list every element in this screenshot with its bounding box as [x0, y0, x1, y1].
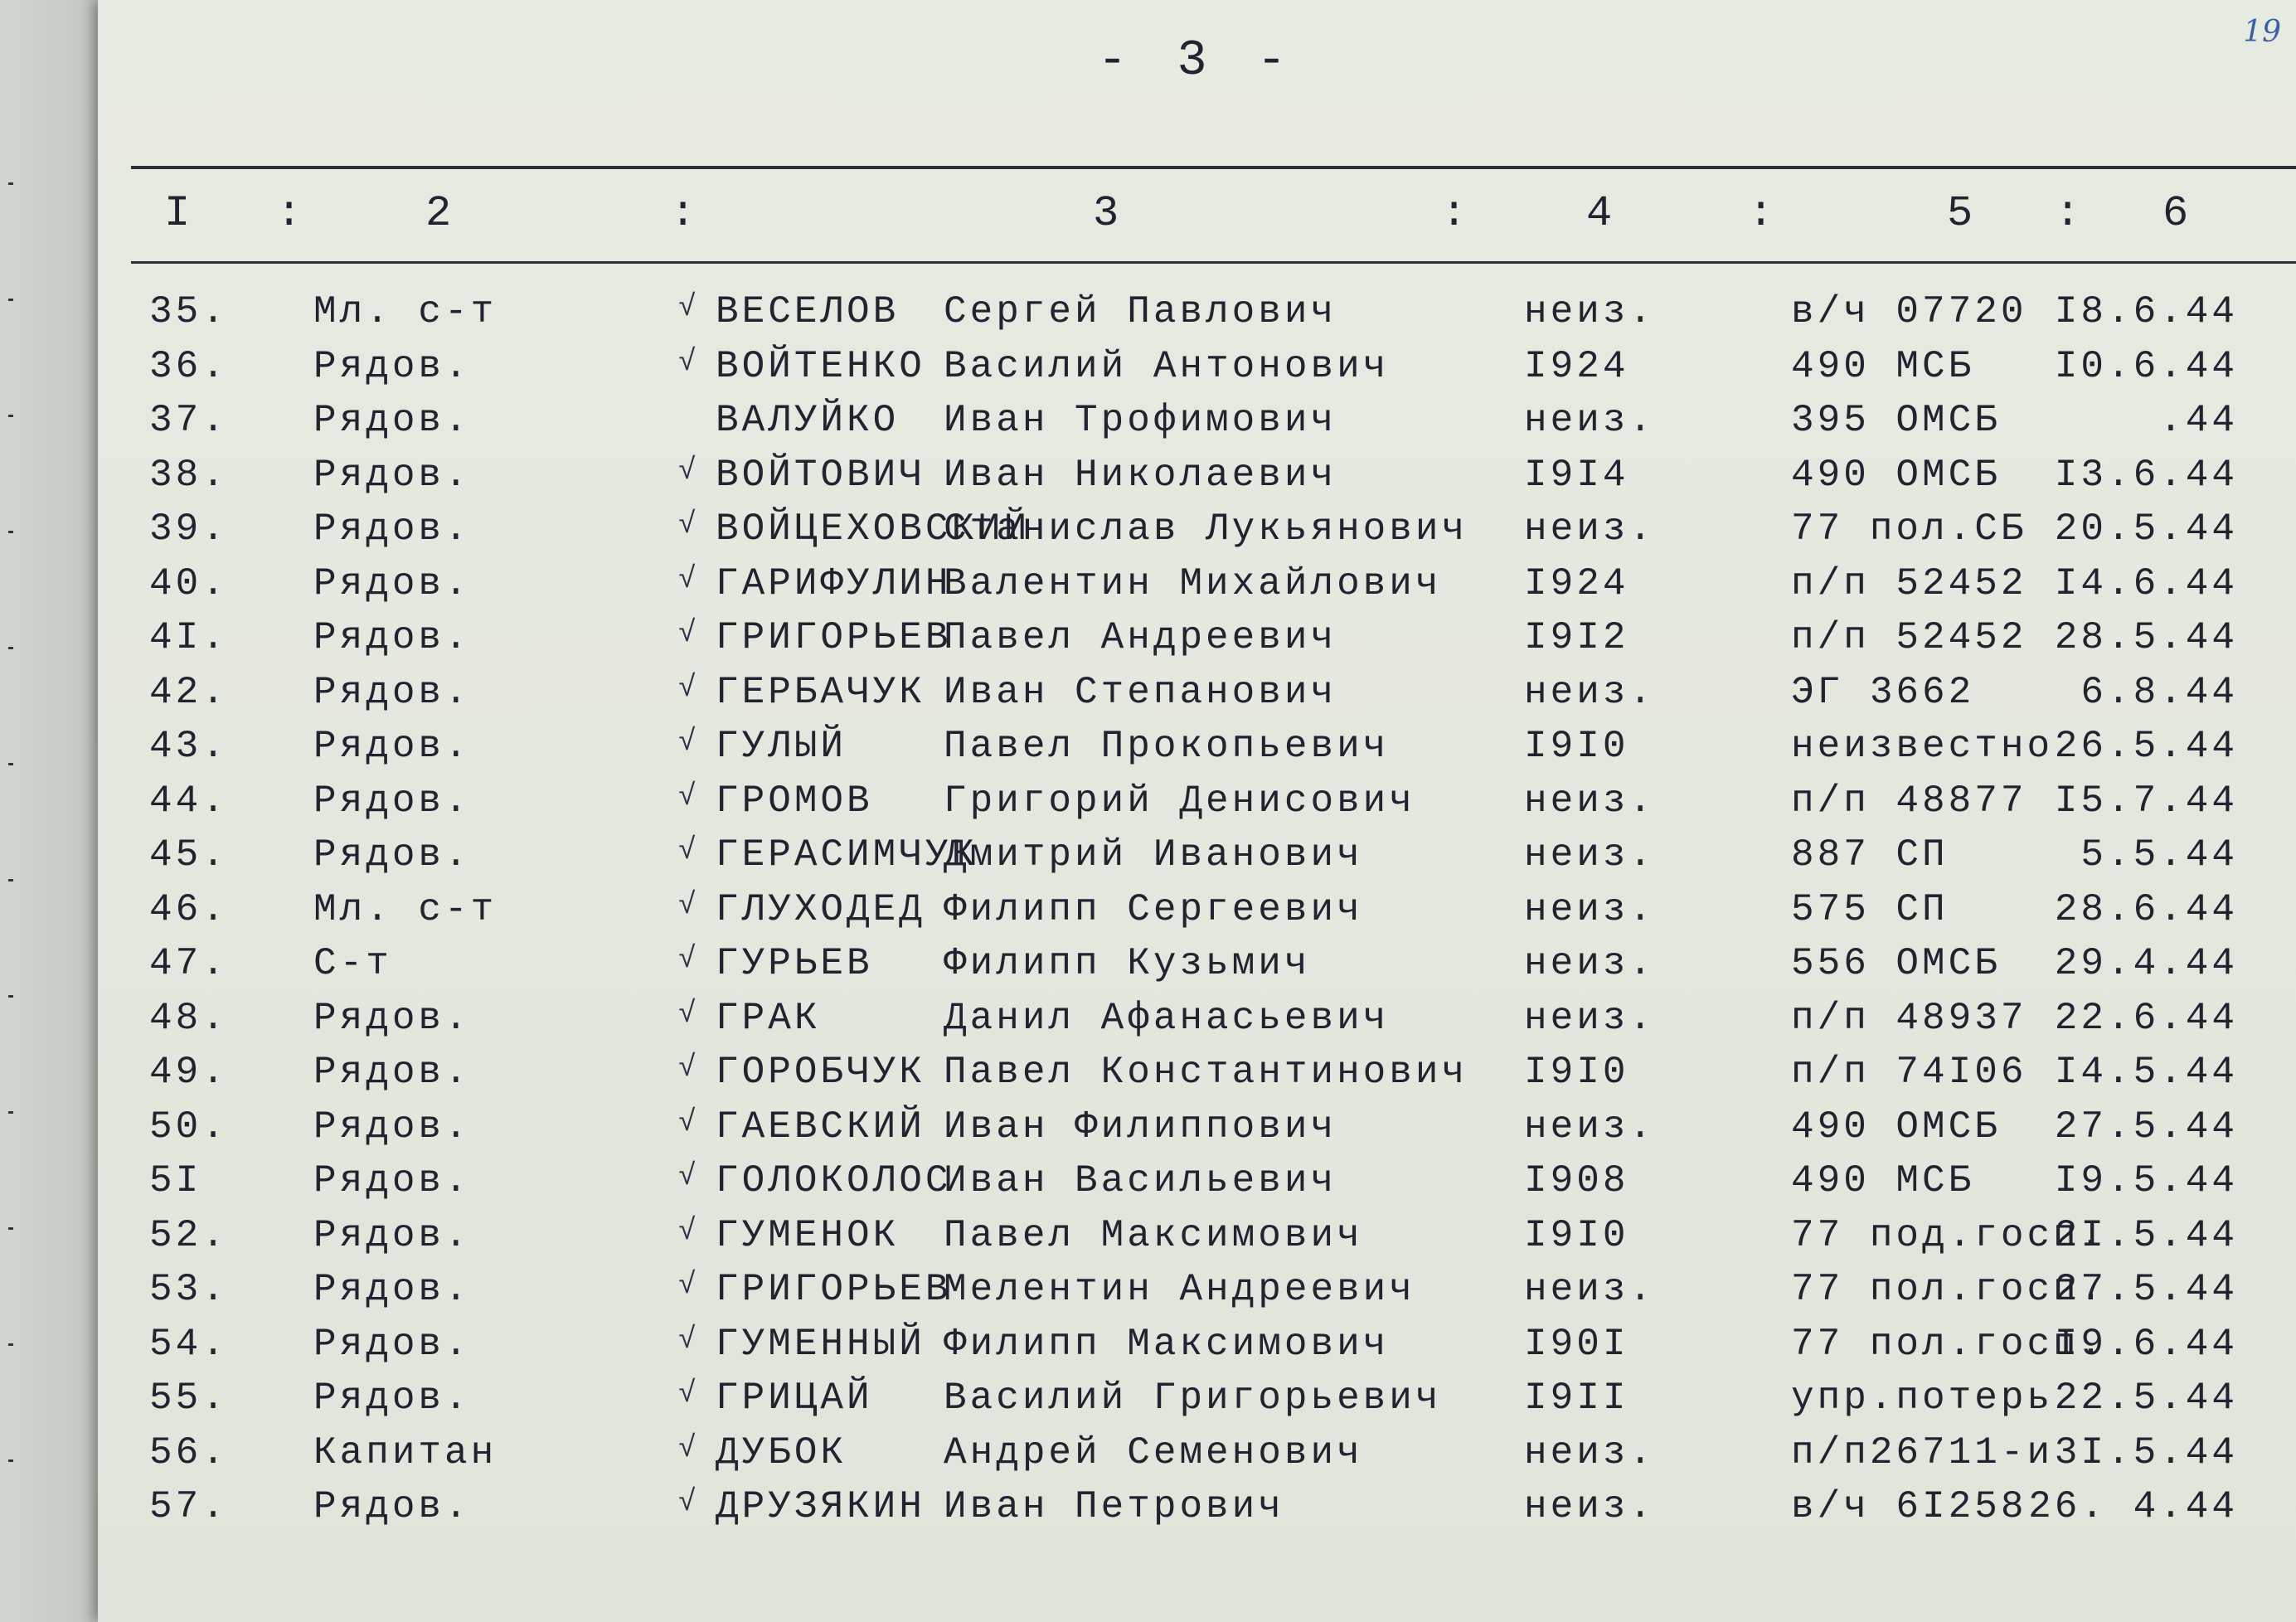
- header-col-5: 5: [1947, 189, 1973, 238]
- row-rank: Рядов.: [313, 561, 471, 605]
- row-check-mark: √: [678, 1485, 700, 1519]
- table-row: [98, 1105, 2296, 1158]
- table-row: [98, 1431, 2296, 1484]
- row-unit: п/п 52452: [1791, 616, 2027, 659]
- row-check-mark: √: [678, 887, 700, 922]
- row-birth-year: неиз.: [1524, 779, 1656, 823]
- row-number: 46.: [149, 887, 228, 931]
- binder-mark: [8, 415, 13, 417]
- row-check-mark: √: [678, 453, 700, 488]
- row-surname: ГУМЕНОК: [716, 1213, 900, 1257]
- table-row: [98, 725, 2296, 778]
- row-rank: Рядов.: [313, 670, 471, 714]
- row-check-mark: √: [678, 507, 700, 541]
- binder-mark: [8, 647, 13, 649]
- row-surname: ГАРИФУЛИН: [716, 561, 952, 605]
- row-surname: ГОРОБЧУК: [716, 1051, 925, 1094]
- row-birth-year: неиз.: [1524, 670, 1656, 714]
- row-number: 44.: [149, 779, 228, 823]
- header-separator: :: [1748, 189, 1774, 238]
- row-given-names: Мелентин Андреевич: [944, 1268, 1415, 1311]
- row-check-mark: √: [678, 670, 700, 705]
- row-unit: упр.потерь: [1791, 1377, 2054, 1420]
- binder-mark: [8, 531, 13, 533]
- row-rank: Мл. с-т: [313, 290, 498, 333]
- row-given-names: Павел Максимович: [944, 1213, 1363, 1257]
- row-check-mark: √: [678, 833, 700, 867]
- row-check-mark: √: [678, 1322, 700, 1357]
- binder-mark: [8, 182, 13, 185]
- row-rank: Рядов.: [313, 453, 471, 497]
- row-number: 43.: [149, 725, 228, 768]
- row-surname: ГУМЕННЫЙ: [716, 1322, 925, 1366]
- table-row: [98, 779, 2296, 833]
- row-rank: Рядов.: [313, 996, 471, 1040]
- row-check-mark: √: [678, 779, 700, 813]
- header-separator: :: [276, 189, 303, 238]
- row-rank: Рядов.: [313, 1485, 471, 1528]
- table-row: [98, 562, 2296, 615]
- table-top-rule: [131, 166, 2296, 169]
- binder-mark: [8, 1111, 13, 1114]
- row-given-names: Иван Степанович: [944, 670, 1337, 714]
- row-given-names: Андрей Семенович: [944, 1430, 1363, 1474]
- row-surname: ВОЙЦЕХОВСКИЙ: [716, 507, 1031, 551]
- row-birth-year: неиз.: [1524, 996, 1656, 1040]
- row-check-mark: √: [678, 616, 700, 650]
- row-date: I0.6.44: [2054, 344, 2238, 388]
- row-rank: Рядов.: [313, 833, 471, 877]
- binder-mark: [8, 299, 13, 301]
- row-unit: 395 ОМСБ: [1791, 399, 2001, 442]
- table-row: [98, 997, 2296, 1050]
- table-header-rule: [131, 261, 2296, 264]
- row-date: 26. 4.44: [2028, 1485, 2238, 1528]
- row-date: 22.5.44: [2054, 1377, 2238, 1420]
- row-date: 5.5.44: [2080, 833, 2238, 877]
- row-unit: 490 МСБ: [1791, 344, 1975, 388]
- header-separator: :: [2055, 189, 2081, 238]
- row-rank: Рядов.: [313, 1105, 471, 1149]
- row-birth-year: I9I0: [1524, 1051, 1629, 1094]
- row-given-names: Павел Прокопьевич: [944, 725, 1390, 768]
- row-number: 54.: [149, 1322, 228, 1366]
- row-date: I9.5.44: [2054, 1159, 2238, 1202]
- row-birth-year: неиз.: [1524, 399, 1656, 442]
- row-surname: ДРУЗЯКИН: [716, 1485, 925, 1528]
- row-rank: Рядов.: [313, 344, 471, 388]
- row-rank: Рядов.: [313, 507, 471, 551]
- binder-mark: [8, 1459, 13, 1462]
- row-given-names: Павел Андреевич: [944, 616, 1337, 659]
- row-rank: С-т: [313, 942, 392, 985]
- row-check-mark: √: [678, 725, 700, 759]
- row-check-mark: √: [678, 561, 700, 596]
- binder-mark: [8, 995, 13, 998]
- row-date: I8.6.44: [2054, 290, 2238, 333]
- row-birth-year: I924: [1524, 344, 1629, 388]
- row-birth-year: I908: [1524, 1159, 1629, 1202]
- row-unit: 575 СП: [1791, 887, 1949, 931]
- row-given-names: Станислав Лукьянович: [944, 507, 1468, 551]
- row-rank: Рядов.: [313, 1159, 471, 1202]
- row-number: 52.: [149, 1213, 228, 1257]
- row-given-names: Филипп Кузьмич: [944, 942, 1311, 985]
- row-date: I5.7.44: [2054, 779, 2238, 823]
- row-number: 36.: [149, 344, 228, 388]
- row-date: I9.6.44: [2054, 1322, 2238, 1366]
- row-given-names: Иван Васильевич: [944, 1159, 1337, 1202]
- row-number: 47.: [149, 942, 228, 985]
- row-surname: ГРАК: [716, 996, 821, 1040]
- row-birth-year: неиз.: [1524, 1430, 1656, 1474]
- table-row: [98, 888, 2296, 941]
- row-unit: 77 пол.СБ: [1791, 507, 2027, 551]
- row-check-mark: √: [678, 1105, 700, 1139]
- row-surname: ГРИЦАЙ: [716, 1377, 873, 1420]
- row-surname: ГРИГОРЬЕВ: [716, 1268, 952, 1311]
- row-number: 56.: [149, 1430, 228, 1474]
- table-row: [98, 833, 2296, 886]
- row-number: 55.: [149, 1377, 228, 1420]
- row-check-mark: √: [678, 290, 700, 324]
- row-given-names: Иван Николаевич: [944, 453, 1337, 497]
- table-row: [98, 454, 2296, 507]
- binder-mark: [8, 1343, 13, 1346]
- table-row: [98, 1377, 2296, 1430]
- row-number: 4I.: [149, 616, 228, 659]
- header-col-2: 2: [425, 189, 452, 238]
- binder-mark: [8, 879, 13, 881]
- row-given-names: Филипп Сергеевич: [944, 887, 1363, 931]
- row-birth-year: I9II: [1524, 1377, 1629, 1420]
- row-rank: Рядов.: [313, 1213, 471, 1257]
- row-unit: п/п26711-и: [1791, 1430, 2054, 1474]
- table-row: [98, 1214, 2296, 1267]
- row-date: I4.6.44: [2054, 561, 2238, 605]
- row-birth-year: неиз.: [1524, 290, 1656, 333]
- row-check-mark: √: [678, 1377, 700, 1411]
- row-unit: 77 под.госп.: [1791, 1213, 2106, 1257]
- row-date: 27.5.44: [2054, 1268, 2238, 1311]
- row-number: 42.: [149, 670, 228, 714]
- row-birth-year: неиз.: [1524, 1105, 1656, 1149]
- row-birth-year: неиз.: [1524, 507, 1656, 551]
- row-number: 45.: [149, 833, 228, 877]
- row-surname: ВОЙТОВИЧ: [716, 453, 925, 497]
- table-row: [98, 1323, 2296, 1376]
- row-date: .44: [2159, 399, 2238, 442]
- row-birth-year: неиз.: [1524, 887, 1656, 931]
- row-given-names: Павел Константинович: [944, 1051, 1468, 1094]
- header-col-1: I: [164, 189, 191, 238]
- row-date: 6.8.44: [2080, 670, 2238, 714]
- row-rank: Рядов.: [313, 1322, 471, 1366]
- row-date: I3.6.44: [2054, 453, 2238, 497]
- table-row: [98, 507, 2296, 561]
- row-unit: 556 ОМСБ: [1791, 942, 2001, 985]
- row-birth-year: I9I4: [1524, 453, 1629, 497]
- row-unit: в/ч 6I258: [1791, 1485, 2027, 1528]
- row-surname: ГАЕВСКИЙ: [716, 1105, 925, 1149]
- table-row: [98, 1159, 2296, 1212]
- row-unit: 887 СП: [1791, 833, 1949, 877]
- binder-mark: [8, 1227, 13, 1230]
- paper-sheet: [98, 0, 2296, 1622]
- row-date: 27.5.44: [2054, 1105, 2238, 1149]
- row-unit: п/п 74I06: [1791, 1051, 2027, 1094]
- row-unit: 490 ОМСБ: [1791, 1105, 2001, 1149]
- row-unit: п/п 48877: [1791, 779, 2027, 823]
- row-check-mark: √: [678, 1430, 700, 1465]
- row-given-names: Валентин Михайлович: [944, 561, 1442, 605]
- row-check-mark: √: [678, 1051, 700, 1085]
- row-number: 49.: [149, 1051, 228, 1094]
- archive-page-mark: 19: [2243, 15, 2281, 49]
- row-given-names: Иван Трофимович: [944, 399, 1337, 442]
- table-row: [98, 671, 2296, 724]
- row-unit: 77 пол.госп.: [1791, 1322, 2106, 1366]
- row-date: 26.5.44: [2054, 725, 2238, 768]
- row-date: 28.6.44: [2054, 887, 2238, 931]
- row-surname: ГЕРБАЧУК: [716, 670, 925, 714]
- row-rank: Рядов.: [313, 616, 471, 659]
- row-surname: ГУРЬЕВ: [716, 942, 873, 985]
- table-row: [98, 399, 2296, 452]
- row-date: 22.6.44: [2054, 996, 2238, 1040]
- row-given-names: Василий Антонович: [944, 344, 1390, 388]
- row-birth-year: неиз.: [1524, 833, 1656, 877]
- row-birth-year: I9I0: [1524, 725, 1629, 768]
- row-rank: Рядов.: [313, 399, 471, 442]
- row-number: 5I: [149, 1159, 202, 1202]
- row-rank: Рядов.: [313, 1268, 471, 1311]
- row-surname: ГРИГОРЬЕВ: [716, 616, 952, 659]
- row-check-mark: √: [678, 942, 700, 976]
- row-unit: п/п 52452: [1791, 561, 2027, 605]
- header-col-6: 6: [2163, 189, 2189, 238]
- table-row: [98, 345, 2296, 398]
- row-given-names: Сергей Павлович: [944, 290, 1337, 333]
- header-separator: :: [670, 189, 697, 238]
- row-date: 3I.5.44: [2054, 1430, 2238, 1474]
- row-number: 35.: [149, 290, 228, 333]
- row-given-names: Дмитрий Иванович: [944, 833, 1363, 877]
- header-separator: :: [1441, 189, 1468, 238]
- row-given-names: Данил Афанасьевич: [944, 996, 1390, 1040]
- row-number: 57.: [149, 1485, 228, 1528]
- row-number: 39.: [149, 507, 228, 551]
- row-birth-year: I90I: [1524, 1322, 1629, 1366]
- row-rank: Мл. с-т: [313, 887, 498, 931]
- row-check-mark: √: [678, 1159, 700, 1193]
- row-unit: 490 ОМСБ: [1791, 453, 2001, 497]
- row-date: 20.5.44: [2054, 507, 2238, 551]
- row-given-names: Василий Григорьевич: [944, 1377, 1442, 1420]
- binder-mark: [8, 763, 13, 765]
- row-rank: Капитан: [313, 1430, 498, 1474]
- row-check-mark: √: [678, 996, 700, 1031]
- row-birth-year: I9I2: [1524, 616, 1629, 659]
- row-surname: ВОЙТЕНКО: [716, 344, 925, 388]
- row-number: 53.: [149, 1268, 228, 1311]
- row-check-mark: √: [678, 1213, 700, 1248]
- row-check-mark: √: [678, 1268, 700, 1302]
- row-birth-year: неиз.: [1524, 942, 1656, 985]
- row-birth-year: неиз.: [1524, 1268, 1656, 1311]
- table-row: [98, 1051, 2296, 1104]
- row-birth-year: I9I0: [1524, 1213, 1629, 1257]
- row-unit: 490 МСБ: [1791, 1159, 1975, 1202]
- row-number: 37.: [149, 399, 228, 442]
- row-date: 28.5.44: [2054, 616, 2238, 659]
- row-surname: ВАЛУЙКО: [716, 399, 900, 442]
- row-number: 40.: [149, 561, 228, 605]
- row-rank: Рядов.: [313, 779, 471, 823]
- row-surname: ГРОМОВ: [716, 779, 873, 823]
- row-surname: ГУЛЫЙ: [716, 725, 847, 768]
- row-number: 48.: [149, 996, 228, 1040]
- table-row: [98, 616, 2296, 669]
- row-surname: ВЕСЕЛОВ: [716, 290, 900, 333]
- row-given-names: Григорий Денисович: [944, 779, 1415, 823]
- table-row: [98, 1268, 2296, 1321]
- row-unit: 77 пол.госп.: [1791, 1268, 2106, 1311]
- row-surname: ГЕРАСИМЧУК: [716, 833, 978, 877]
- row-date: 2I.5.44: [2054, 1213, 2238, 1257]
- row-given-names: Иван Петрович: [944, 1485, 1284, 1528]
- table-row: [98, 942, 2296, 995]
- row-given-names: Иван Филиппович: [944, 1105, 1337, 1149]
- row-surname: ГОЛОКОЛОС: [716, 1159, 952, 1202]
- header-col-4: 4: [1586, 189, 1613, 238]
- row-date: I4.5.44: [2054, 1051, 2238, 1094]
- row-given-names: Филипп Максимович: [944, 1322, 1390, 1366]
- row-surname: ДУБОК: [716, 1430, 847, 1474]
- header-col-3: 3: [1093, 189, 1119, 238]
- row-surname: ГЛУХОДЕД: [716, 887, 925, 931]
- table-row: [98, 1485, 2296, 1538]
- row-unit: п/п 48937: [1791, 996, 2027, 1040]
- row-unit: ЭГ 3662: [1791, 670, 1975, 714]
- row-rank: Рядов.: [313, 725, 471, 768]
- row-unit: неизвестно: [1791, 725, 2054, 768]
- row-number: 38.: [149, 453, 228, 497]
- row-birth-year: I924: [1524, 561, 1629, 605]
- page-number: - 3 -: [1097, 33, 1297, 90]
- row-number: 50.: [149, 1105, 228, 1149]
- row-check-mark: √: [678, 344, 700, 379]
- row-date: 29.4.44: [2054, 942, 2238, 985]
- row-unit: в/ч 07720: [1791, 290, 2027, 333]
- row-rank: Рядов.: [313, 1377, 471, 1420]
- row-birth-year: неиз.: [1524, 1485, 1656, 1528]
- row-rank: Рядов.: [313, 1051, 471, 1094]
- table-row: [98, 290, 2296, 343]
